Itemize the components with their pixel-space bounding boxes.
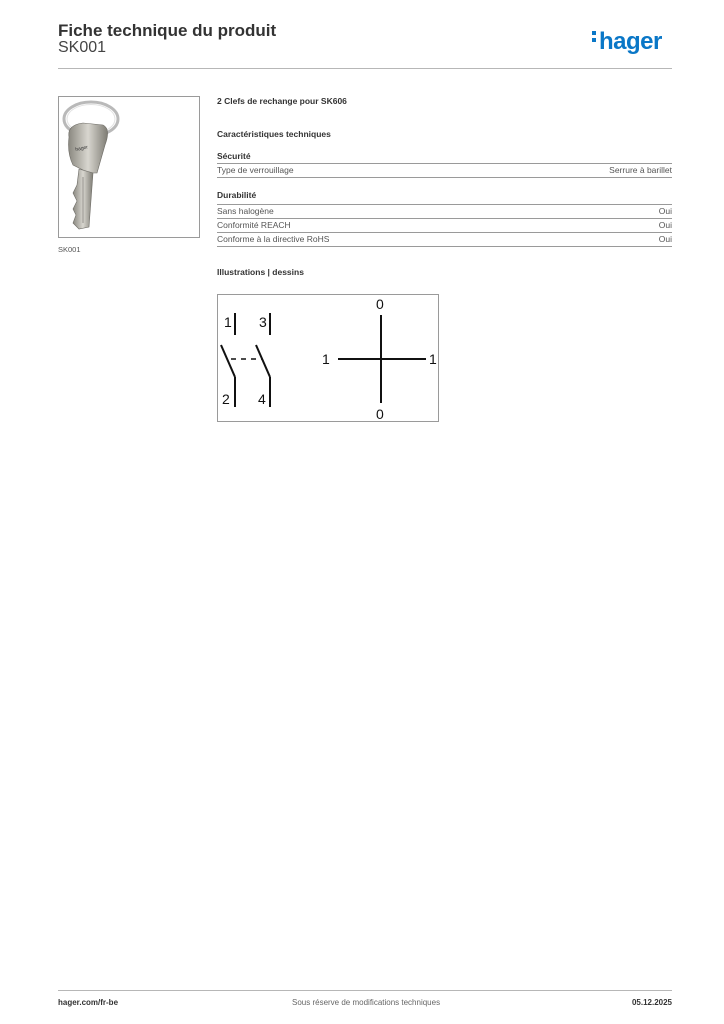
spec-label: Conformité REACH (217, 220, 291, 230)
spec-row (217, 218, 672, 232)
spec-label: Conforme à la directive RoHS (217, 234, 330, 244)
logo-dots-icon (592, 31, 597, 45)
spec-value: Serrure à barillet (609, 165, 672, 175)
hager-logo (592, 28, 662, 56)
product-description: 2 Clefs de rechange pour SK606 (217, 96, 347, 106)
terminal-label: 2 (222, 391, 230, 407)
footer-website-link[interactable]: hager.com/fr-be (58, 998, 119, 1007)
spec-row (217, 232, 672, 247)
product-photo (58, 96, 200, 238)
terminal-label: 3 (259, 314, 267, 330)
spec-section-title: Sécurité (217, 151, 251, 161)
photo-caption: SK001 (58, 245, 81, 254)
spec-value: Oui (658, 220, 672, 230)
position-label-top: 0 (376, 296, 384, 312)
spec-label: Type de verrouillage (217, 165, 294, 175)
key-engraving: hager (74, 144, 89, 153)
terminal-label: 1 (224, 314, 232, 330)
position-label-right: 1 (429, 351, 437, 367)
switch-diagram-icon (218, 295, 438, 421)
product-reference: SK001 (58, 39, 107, 56)
footer-disclaimer: Sous réserve de modifications techniques (292, 998, 441, 1007)
footer-date: 05.12.2025 (631, 998, 672, 1007)
specs-heading: Caractéristiques techniques (217, 129, 331, 139)
product-content (217, 96, 672, 277)
illustrations-heading: Illustrations | dessins (217, 267, 304, 277)
terminal-label: 4 (258, 391, 266, 407)
spec-table-security (217, 163, 672, 178)
spec-value: Oui (658, 234, 672, 244)
spec-table-durability (217, 204, 672, 247)
logo-text: hager (599, 28, 662, 55)
spec-row (217, 204, 672, 218)
position-label-bottom: 0 (376, 406, 384, 421)
document-title: Fiche technique du produit (58, 21, 277, 40)
spec-label: Sans halogène (217, 206, 274, 216)
wiring-diagram (217, 294, 439, 422)
position-label-left: 1 (322, 351, 330, 367)
spec-section-title: Durabilité (217, 190, 257, 200)
key-icon (59, 97, 199, 237)
header-divider (58, 68, 672, 69)
footer-divider (58, 990, 672, 991)
spec-value: Oui (658, 206, 672, 216)
spec-row (217, 163, 672, 178)
